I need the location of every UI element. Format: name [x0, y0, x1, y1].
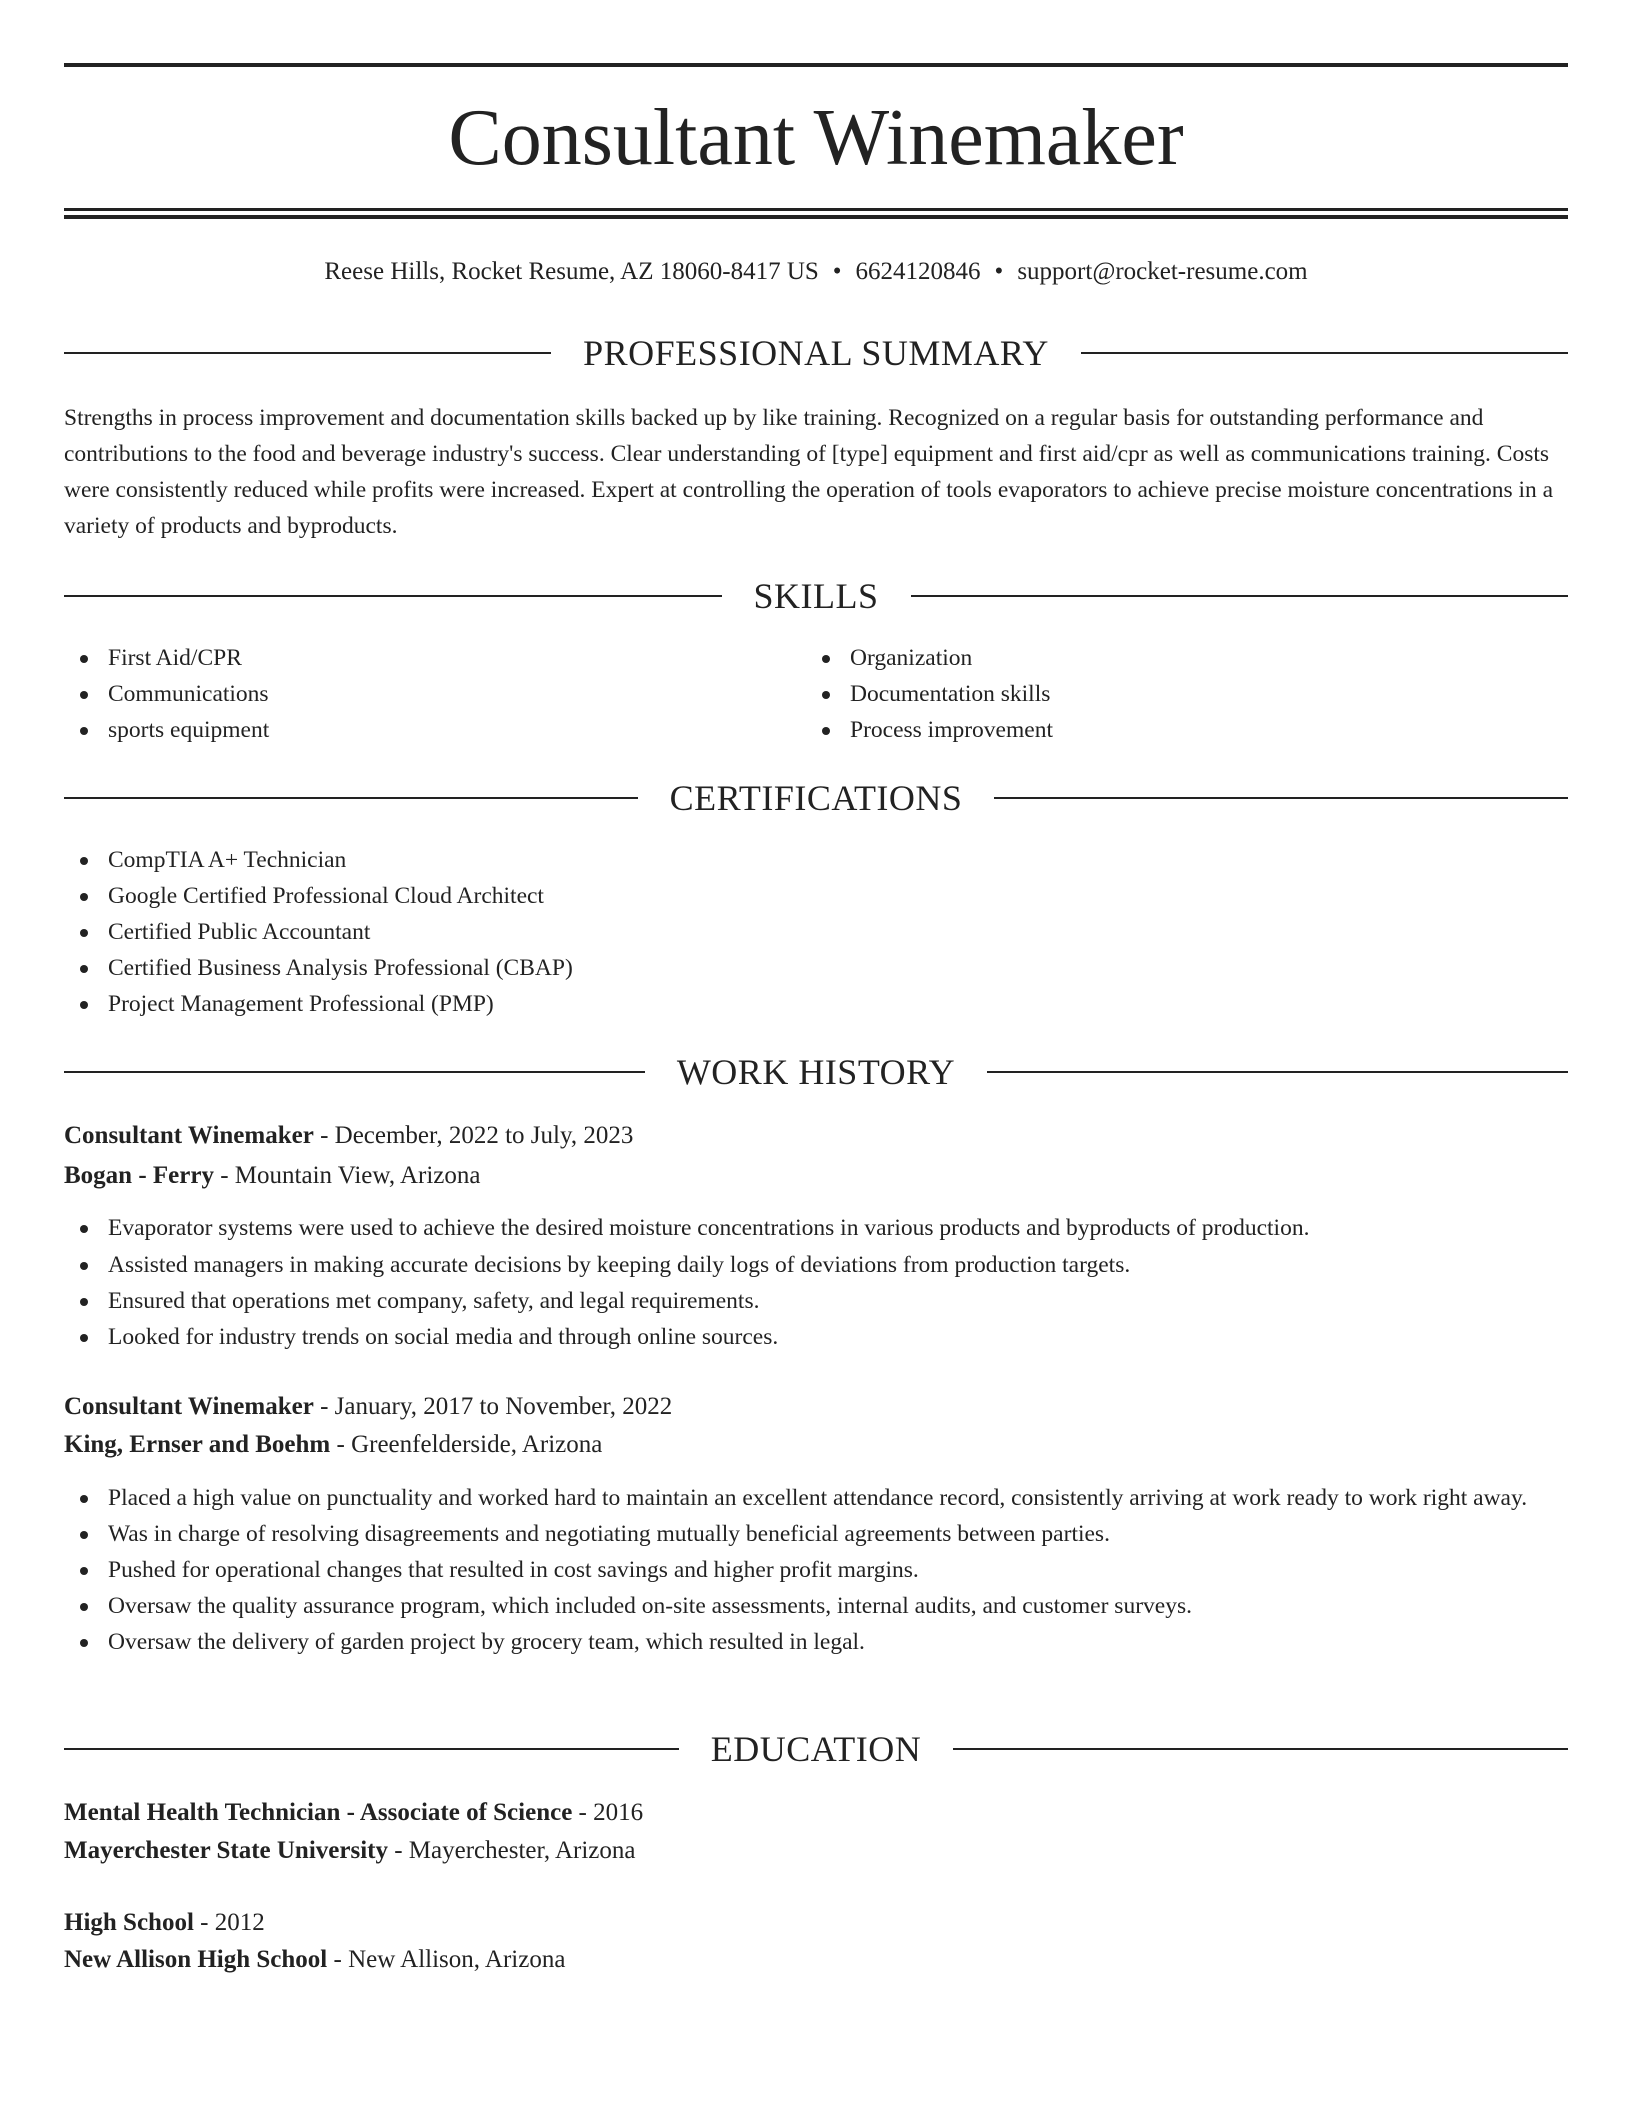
- job-company: King, Ernser and Boehm: [64, 1431, 331, 1458]
- certification-item: Certified Public Accountant: [64, 914, 1568, 950]
- heading-rule: [911, 595, 1569, 597]
- education-school-line: [64, 1833, 1568, 1869]
- job-duty: Oversaw the quality assurance program, which included on-site assessments, internal audits, and customer surveys.: [64, 1588, 1568, 1624]
- job-duty: Oversaw the delivery of garden project by grocery team, which resulted in legal.: [64, 1624, 1568, 1660]
- job-duties-list: [64, 1210, 1568, 1355]
- certification-item: Project Management Professional (PMP): [64, 986, 1568, 1022]
- job-company-line: [64, 1427, 1568, 1463]
- job-location: - Greenfelderside, Arizona: [330, 1431, 603, 1458]
- contact-line: [64, 254, 1568, 290]
- skill-item: Communications: [64, 676, 804, 712]
- heading-rule: [64, 352, 551, 354]
- education-year: - 2012: [193, 1909, 265, 1936]
- section-title: CERTIFICATIONS: [669, 778, 963, 818]
- job-dates: - December, 2022 to July, 2023: [313, 1122, 634, 1149]
- header-top-rule: [64, 63, 1568, 67]
- certification-item: Google Certified Professional Cloud Architect: [64, 878, 1568, 914]
- heading-rule: [1081, 352, 1568, 354]
- certification-item: CompTIA A+ Technician: [64, 842, 1568, 878]
- job-duty: Assisted managers in making accurate decisions by keeping daily logs of deviations from production targets.: [64, 1247, 1568, 1283]
- skills-list-right: [806, 640, 1546, 748]
- contact-email: support@rocket-resume.com: [1017, 258, 1308, 285]
- education-school: Mayerchester State University: [64, 1837, 388, 1864]
- section-heading-education: [64, 1726, 1568, 1772]
- heading-rule: [953, 1748, 1568, 1750]
- section-title: EDUCATION: [710, 1729, 922, 1769]
- skill-item: Process improvement: [806, 712, 1546, 748]
- certifications-list: [64, 842, 1568, 1022]
- section-heading-skills: [64, 573, 1568, 619]
- heading-rule: [64, 1071, 645, 1073]
- job-title-line: [64, 1118, 1568, 1154]
- section-title: PROFESSIONAL SUMMARY: [583, 333, 1049, 373]
- education-degree-line: [64, 1905, 1568, 1941]
- header-bottom-rule-upper: [64, 208, 1568, 211]
- education-school: New Allison High School: [64, 1946, 328, 1973]
- skill-item: First Aid/CPR: [64, 640, 804, 676]
- heading-rule: [987, 1071, 1568, 1073]
- job-duties-list: [64, 1480, 1568, 1660]
- job-company: Bogan - Ferry: [64, 1162, 214, 1189]
- heading-rule: [64, 1748, 679, 1750]
- education-location: - New Allison, Arizona: [327, 1946, 566, 1973]
- section-heading-certifications: [64, 775, 1568, 821]
- job-dates: - January, 2017 to November, 2022: [313, 1393, 673, 1420]
- candidate-name: Consultant Winemaker: [448, 94, 1184, 182]
- job-duty: Ensured that operations met company, safety, and legal requirements.: [64, 1283, 1568, 1319]
- summary-text: Strengths in process improvement and documentation skills backed up by like training. Recognized on a regular basis for outstanding performance and contributions to the food and beverage industry's success. Clear understanding of [type] equipment and first aid/cpr as well as communications training. Costs were consistently reduced while profits were increased. Expert at controlling the operation of tools evaporators to achieve precise moisture concentrations in a variety of products and byproducts.: [64, 405, 1554, 539]
- section-title: WORK HISTORY: [676, 1052, 956, 1092]
- section-heading-work-history: [64, 1049, 1568, 1095]
- heading-rule: [64, 595, 722, 597]
- header-bottom-rule-lower: [64, 215, 1568, 219]
- job-title: Consultant Winemaker: [64, 1393, 314, 1420]
- job-duty: Looked for industry trends on social media and through online sources.: [64, 1319, 1568, 1355]
- education-degree: High School: [64, 1909, 194, 1936]
- skill-item: Organization: [806, 640, 1546, 676]
- job-title-line: [64, 1389, 1568, 1425]
- education-school-line: [64, 1942, 1568, 1978]
- education-year: - 2016: [572, 1799, 644, 1826]
- job-title: Consultant Winemaker: [64, 1122, 314, 1149]
- education-degree: Mental Health Technician - Associate of Science: [64, 1799, 573, 1826]
- education-degree-line: [64, 1795, 1568, 1831]
- skill-item: Documentation skills: [806, 676, 1546, 712]
- contact-separator: •: [832, 258, 842, 285]
- section-title: SKILLS: [753, 576, 879, 616]
- section-heading-summary: [64, 330, 1568, 376]
- certification-item: Certified Business Analysis Professional (CBAP): [64, 950, 1568, 986]
- heading-rule: [64, 797, 638, 799]
- contact-phone: 6624120846: [855, 258, 981, 285]
- skills-list-left: [64, 640, 804, 748]
- skill-item: sports equipment: [64, 712, 804, 748]
- job-company-line: [64, 1158, 1568, 1194]
- heading-rule: [994, 797, 1568, 799]
- contact-separator: •: [994, 258, 1004, 285]
- job-duty: Pushed for operational changes that resulted in cost savings and higher profit margins.: [64, 1552, 1568, 1588]
- job-duty: Placed a high value on punctuality and worked hard to maintain an excellent attendance record, consistently arriving at work ready to work right away.: [64, 1480, 1568, 1516]
- job-location: - Mountain View, Arizona: [213, 1162, 481, 1189]
- education-location: - Mayerchester, Arizona: [387, 1837, 636, 1864]
- job-duty: Was in charge of resolving disagreements and negotiating mutually beneficial agreements between parties.: [64, 1516, 1568, 1552]
- contact-address: Reese Hills, Rocket Resume, AZ 18060-8417 US: [324, 258, 819, 285]
- job-duty: Evaporator systems were used to achieve the desired moisture concentrations in various products and byproducts of production.: [64, 1210, 1568, 1247]
